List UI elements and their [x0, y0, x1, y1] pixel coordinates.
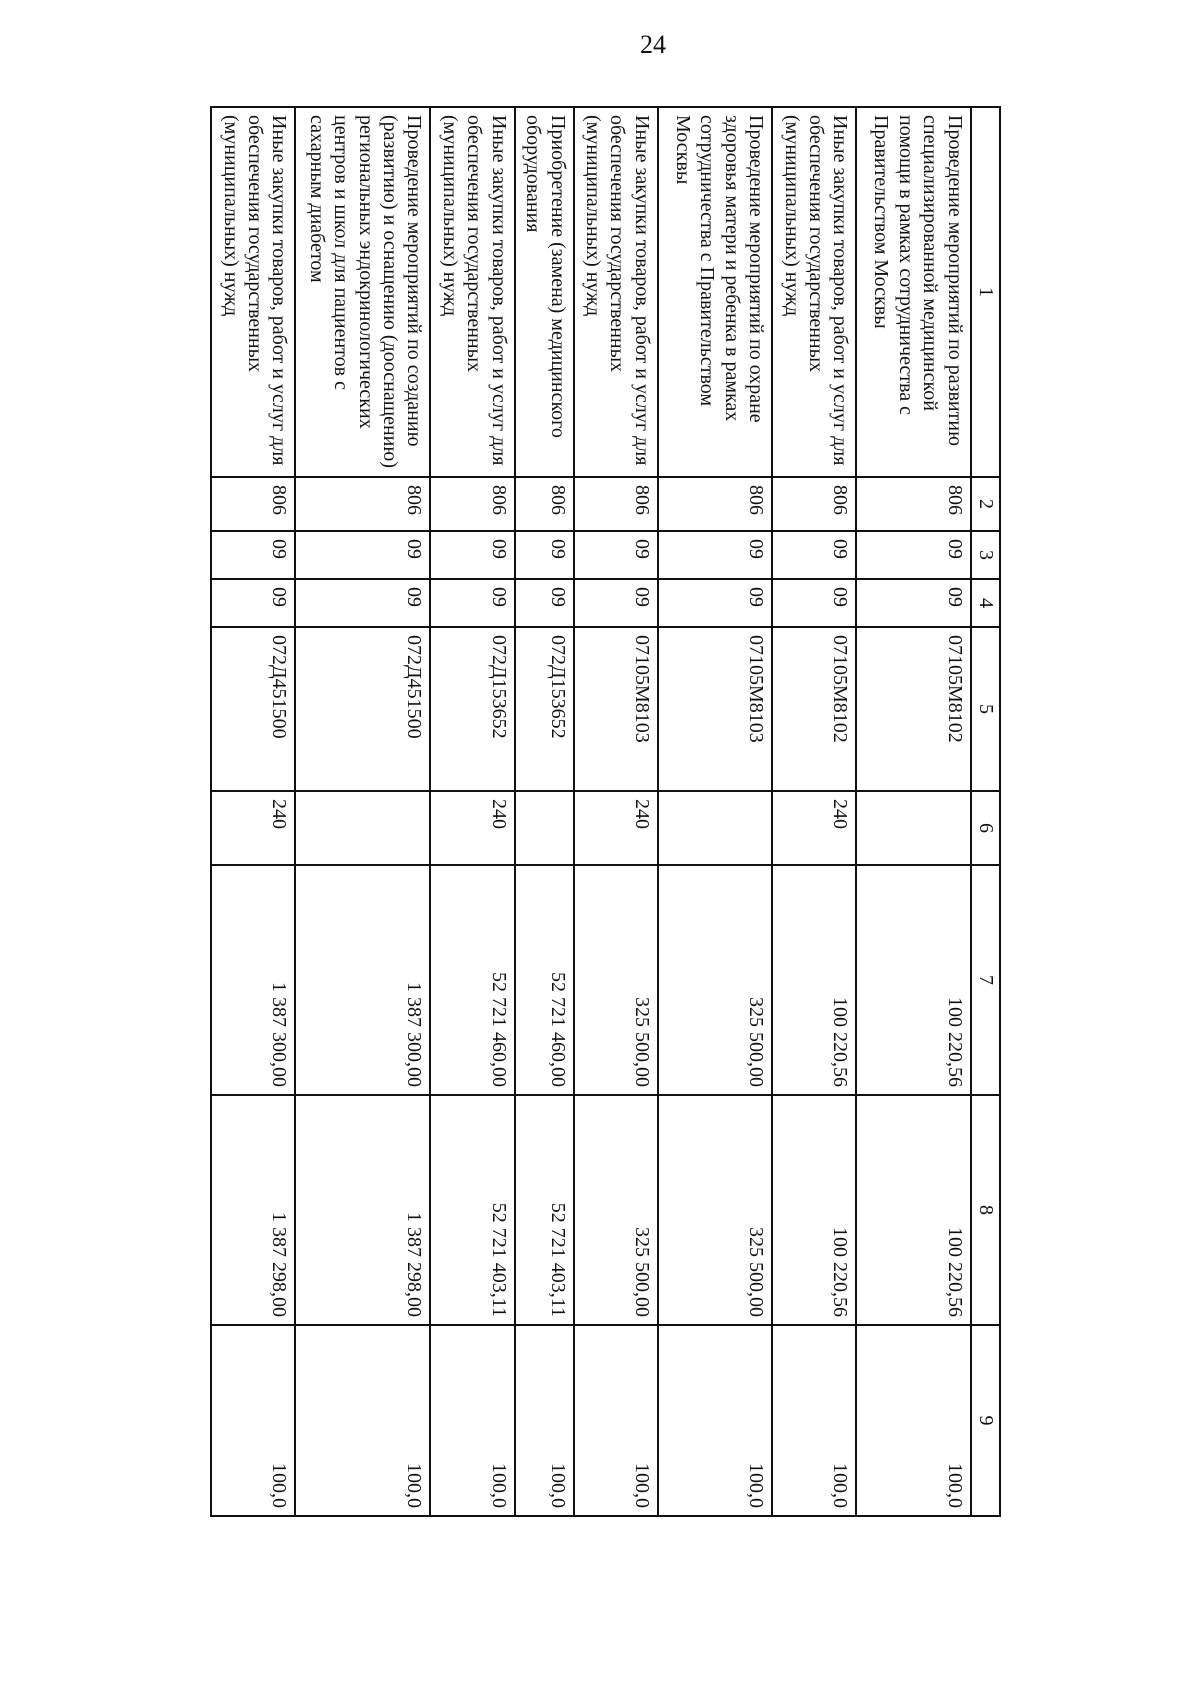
row-value-cell: 100 220,56	[856, 1095, 970, 1325]
row-value-cell: 240	[772, 791, 856, 865]
row-value-cell: 09	[574, 579, 658, 627]
row-value-cell: 806	[515, 477, 574, 531]
row-value-cell: 09	[515, 531, 574, 579]
row-name-cell: Иные закупки товаров, работ и услуг для обеспечения государственных (муниципальных) нужд	[430, 107, 514, 477]
row-value-cell: 325 500,00	[658, 1095, 772, 1325]
row-value-cell: 806	[211, 477, 295, 531]
row-name-cell: Проведение мероприятий по охране здоровья матери и ребенка в рамках сотрудничества с Правительством Москвы	[658, 107, 772, 477]
table-row	[430, 107, 514, 1516]
row-value-cell: 1 387 300,00	[295, 865, 430, 1095]
column-number: 3	[971, 531, 1000, 579]
row-value-cell	[856, 791, 970, 865]
row-value-cell: 1 387 298,00	[211, 1095, 295, 1325]
row-name-cell: Приобретение (замена) медицинского оборудования	[515, 107, 574, 477]
table-row	[856, 107, 970, 1516]
row-value-cell: 325 500,00	[574, 1095, 658, 1325]
row-value-cell: 09	[856, 579, 970, 627]
row-value-cell: 072Д451500	[295, 627, 430, 791]
row-value-cell: 806	[658, 477, 772, 531]
row-value-cell: 806	[772, 477, 856, 531]
table-row	[295, 107, 430, 1516]
row-name-cell: Проведение мероприятий по созданию (развитию) и оснащению (дооснащению) региональных эндокринологических центров и школ для пациентов с сахарным диабетом	[295, 107, 430, 477]
row-value-cell: 240	[574, 791, 658, 865]
column-number: 6	[971, 791, 1000, 865]
row-value-cell: 100,0	[211, 1325, 295, 1516]
row-value-cell: 072Д153652	[430, 627, 514, 791]
row-value-cell: 806	[856, 477, 970, 531]
row-value-cell: 100,0	[574, 1325, 658, 1516]
column-number: 4	[971, 579, 1000, 627]
row-value-cell: 100 220,56	[856, 865, 970, 1095]
row-value-cell: 1 387 300,00	[211, 865, 295, 1095]
row-name-cell: Иные закупки товаров, работ и услуг для обеспечения государственных (муниципальных) нужд	[574, 107, 658, 477]
row-value-cell: 100,0	[772, 1325, 856, 1516]
column-number: 9	[971, 1325, 1000, 1516]
row-name-cell: Иные закупки товаров, работ и услуг для обеспечения государственных (муниципальных) нужд	[772, 107, 856, 477]
row-value-cell: 07105M8102	[856, 627, 970, 791]
row-value-cell	[295, 791, 430, 865]
budget-table	[210, 106, 1001, 1517]
row-value-cell: 09	[211, 579, 295, 627]
column-number: 5	[971, 627, 1000, 791]
row-value-cell: 100,0	[856, 1325, 970, 1516]
row-value-cell: 07105M8103	[574, 627, 658, 791]
row-value-cell: 09	[295, 531, 430, 579]
column-number: 1	[971, 107, 1000, 477]
row-value-cell: 09	[658, 579, 772, 627]
row-value-cell: 100 220,56	[772, 1095, 856, 1325]
table-body	[211, 107, 1000, 1516]
row-value-cell: 100,0	[515, 1325, 574, 1516]
row-value-cell: 240	[211, 791, 295, 865]
row-value-cell: 100 220,56	[772, 865, 856, 1095]
row-value-cell: 52 721 403,11	[515, 1095, 574, 1325]
row-value-cell: 325 500,00	[658, 865, 772, 1095]
row-value-cell: 09	[658, 531, 772, 579]
row-value-cell: 52 721 403,11	[430, 1095, 514, 1325]
page-number: 24	[640, 30, 666, 59]
column-number: 2	[971, 477, 1000, 531]
row-value-cell: 09	[430, 579, 514, 627]
row-value-cell	[515, 791, 574, 865]
table-row	[658, 107, 772, 1516]
row-value-cell: 072Д153652	[515, 627, 574, 791]
row-value-cell: 100,0	[295, 1325, 430, 1516]
row-value-cell: 09	[772, 579, 856, 627]
table-row	[211, 107, 295, 1516]
table-row	[574, 107, 658, 1516]
row-value-cell: 100,0	[430, 1325, 514, 1516]
row-name-cell: Проведение мероприятий по развитию специализированной медицинской помощи в рамках сотрудничества с Правительством Москвы	[856, 107, 970, 477]
column-number-row	[971, 107, 1000, 1516]
row-value-cell: 09	[211, 531, 295, 579]
row-value-cell: 09	[856, 531, 970, 579]
row-value-cell: 09	[772, 531, 856, 579]
row-value-cell: 325 500,00	[574, 865, 658, 1095]
row-value-cell: 072Д451500	[211, 627, 295, 791]
column-number: 7	[971, 865, 1000, 1095]
row-value-cell	[658, 791, 772, 865]
table-row	[515, 107, 574, 1516]
row-value-cell: 07105M8103	[658, 627, 772, 791]
row-value-cell: 09	[515, 579, 574, 627]
row-value-cell: 09	[430, 531, 514, 579]
row-value-cell: 1 387 298,00	[295, 1095, 430, 1325]
rotated-table-wrapper	[210, 106, 1001, 1515]
row-value-cell: 806	[430, 477, 514, 531]
row-value-cell: 806	[295, 477, 430, 531]
row-value-cell: 07105M8102	[772, 627, 856, 791]
row-value-cell: 52 721 460,00	[515, 865, 574, 1095]
row-value-cell: 240	[430, 791, 514, 865]
row-value-cell: 52 721 460,00	[430, 865, 514, 1095]
table-row	[772, 107, 856, 1516]
row-value-cell: 100,0	[658, 1325, 772, 1516]
row-value-cell: 09	[295, 579, 430, 627]
row-value-cell: 09	[574, 531, 658, 579]
row-value-cell: 806	[574, 477, 658, 531]
column-number: 8	[971, 1095, 1000, 1325]
row-name-cell: Иные закупки товаров, работ и услуг для обеспечения государственных (муниципальных) нужд	[211, 107, 295, 477]
